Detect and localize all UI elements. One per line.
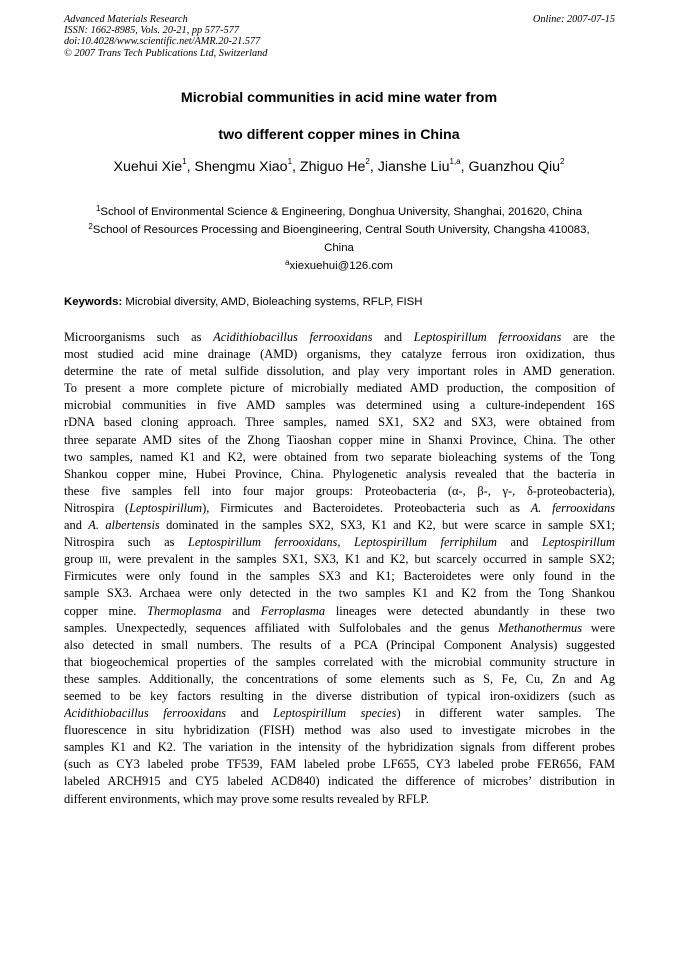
author-email: $^a$xiexuehui@126.com [285,258,393,272]
author-name: Shengmu Xiao [194,159,288,175]
abstract-text: different environments, which may prove some results revealed by RFLP. [64,791,429,806]
author-affiliation-mark: 2 [365,157,370,166]
abstract-text: and [226,706,274,721]
author-name: Guanzhou Qiu [468,159,561,175]
abstract-text: dominated in the samples SX2, SX3, K1 and K2, but were scarce in sample SX1; [159,518,615,533]
abstract-text: samples K1 and K2. The variation in the intensity of the hybridization signals from different probes [64,740,615,755]
species-name: Acidithiobacillus ferrooxidans [213,330,373,344]
abstract-text: fluorescence in situ hybridization (FISH) method was also used to investigate microbes in the [64,723,615,738]
affiliation-2: $^2$School of Resources Processing and Bioengineering, Central South University, Changsha 410083, [88,222,590,236]
abstract-text: were [582,620,615,635]
affiliation-2-country: China [324,242,354,254]
doi: doi:10.4028/www.scientific.net/AMR.20-21.577 [64,36,261,48]
abstract-line [64,671,615,688]
species-name: A. ferrooxidans [530,500,615,515]
species-name: Leptospirillum [129,500,203,515]
abstract-text: that biogeochemical properties of the samples correlated with the microbial community structure in [64,654,615,669]
species-name: Leptospirillum ferrooxidans, Leptospirillum ferriphilum [187,535,497,550]
abstract-line [64,603,615,620]
abstract-line [64,466,615,483]
abstract-text: ) in different water samples. The [396,706,615,721]
abstract-line [64,380,615,397]
abstract-text: Microorganisms such as [64,330,214,344]
abstract-text: copper mine. [64,603,148,618]
abstract-text: sample SX3. Archaea were only detected in the two samples K1 and K2 from the Tong Shankou [64,586,615,601]
affiliation-1: $^1$School of Environmental Science & Engineering, Donghua University, Shanghai, 201620, China [95,204,583,218]
author-list: Xuehui Xie$^1$, Shengmu Xiao$^1$, Zhiguo He$^2$, Jianshe Liu$^{1,a}$, Guanzhou Qiu$^2$ [113,157,565,175]
journal-header [64,14,267,59]
abstract-text: these five samples fell into four major groups: Proteobacteria (α-, β-, γ-, δ-proteobacteria), [64,483,615,498]
abstract-text: labeled ARCH915 and CY5 labeled ACD840) indicated the difference of microbes’ distribution in [64,774,615,789]
species-name: Leptospirillum species [273,706,397,721]
abstract-line [64,414,615,431]
journal-name: Advanced Materials Research [64,14,188,25]
abstract-text: these samples. Additionally, the concentrations of some elements such as S, Fe, Cu, Zn and Ag [64,671,615,686]
abstract-text: microbial communities in five AMD samples was determined using a culture-independent 16S [64,398,615,413]
abstract-text: most studied acid mine drainage (AMD) organisms, they catalyze ferrous iron oxidization, thus [64,347,615,362]
issn: ISSN: 1662-8985, Vols. 20-21, pp 577-577 [64,25,240,37]
author-affiliation-mark: 1 [182,157,187,166]
abstract-text: lineages were detected abundantly in these two [325,603,615,618]
author-affiliation-mark: 1,a [449,157,461,166]
abstract-text: group [64,552,100,567]
author-name: Xuehui Xie [113,159,183,175]
abstract-line [64,705,615,722]
abstract-line [64,397,615,414]
species-name: Acidithiobacillus ferrooxidans [64,706,227,721]
abstract-text: rDNA based cloning approach. Three samples, named SX1, SX2 and SX3, were obtained from [64,415,615,430]
copyright: © 2007 Trans Tech Publications Ltd, Switzerland [64,47,268,59]
abstract-line [64,551,615,568]
abstract-line [64,773,615,790]
abstract-line [64,739,615,756]
abstract-text: and [221,603,261,618]
abstract-text: Shankou copper mine, Hubei Province, China. Phylogenetic analysis revealed that the bacteria in [64,466,615,481]
abstract-text: seemed to be key factors resulting in the diverse distribution of typical iron-oxidizers (such as [64,688,615,703]
abstract-text: Firmicutes were only found in the samples SX3 and K1; Bacteroidetes were only found in the [64,569,615,584]
abstract-line [64,329,615,346]
abstract-line [64,688,615,705]
abstract-line [64,534,615,551]
abstract-text: two samples, named K1 and K2, were obtained from two separate bioleaching systems of the Tong [64,449,615,464]
abstract-line [64,756,615,773]
abstract-line [64,449,615,466]
keywords [64,296,423,308]
abstract-text: ), Firmicutes and Bacteroidetes. Proteobacteria such as [202,500,531,515]
abstract-line [64,483,615,500]
abstract-line [64,432,615,449]
abstract-text: samples. Unexpectedly, sequences affiliated with Sulfolobales and the genus [64,620,499,635]
keywords-label: Keywords: [64,296,123,308]
abstract-line [64,620,615,637]
abstract-line [64,585,615,602]
species-name: Ferroplasma [260,603,326,618]
species-name: Methanothermus [498,620,583,635]
species-name: Thermoplasma [147,603,222,618]
abstract-body [64,329,615,808]
abstract-line [64,346,615,363]
abstract-text: , were prevalent in the samples SX1, SX3, K1 and K2, but scarcely occurred in sample SX2; [108,552,615,567]
abstract-line [64,791,615,808]
abstract-text: Nitrospira such as [64,535,188,550]
abstract-text: (such as CY3 labeled probe TF539, FAM labeled probe LF655, CY3 labeled probe FER656, FAM [64,757,615,772]
abstract-line [64,637,615,654]
abstract-text: are the [561,330,615,344]
abstract-text: determine the rate of metal sulfide dissolution, and play very important roles in AMD generation. [64,364,615,379]
abstract-text: To present a more complete picture of microbially mediated AMD production, the composition of [64,381,615,396]
abstract-line [64,363,615,380]
author-affiliation-mark: 2 [560,157,565,166]
abstract-line [64,517,615,534]
keywords-text: Microbial diversity, AMD, Bioleaching systems, RFLP, FISH [122,296,423,308]
abstract-line [64,568,615,585]
author-name: Zhiguo He [299,159,366,175]
abstract-text: three separate AMD sites of the Zhong Tiaoshan copper mine in Shanxi Province, China. The other [64,432,615,447]
abstract-line [64,500,615,517]
abstract-text: and [372,330,414,344]
species-name: Leptospirillum [542,535,615,550]
abstract-text: III [99,555,109,566]
abstract-text: Nitrospira ( [64,500,130,515]
paper-title-line1: Microbial communities in acid mine water from [180,90,498,106]
online-date: Online: 2007-07-15 [532,14,615,25]
abstract-text: and [64,518,89,533]
abstract-text: also detected in small numbers. The results of a PCA (Principal Component Analysis) suggested [64,637,615,652]
species-name: Leptospirillum ferrooxidans [413,330,562,344]
author-name: Jianshe Liu [377,159,450,175]
paper-title-line2: two different copper mines in China [218,127,460,143]
abstract-line [64,722,615,739]
abstract-text: and [497,535,543,550]
author-affiliation-mark: 1 [287,157,293,166]
abstract-line [64,654,615,671]
species-name: A. albertensis [88,518,160,533]
